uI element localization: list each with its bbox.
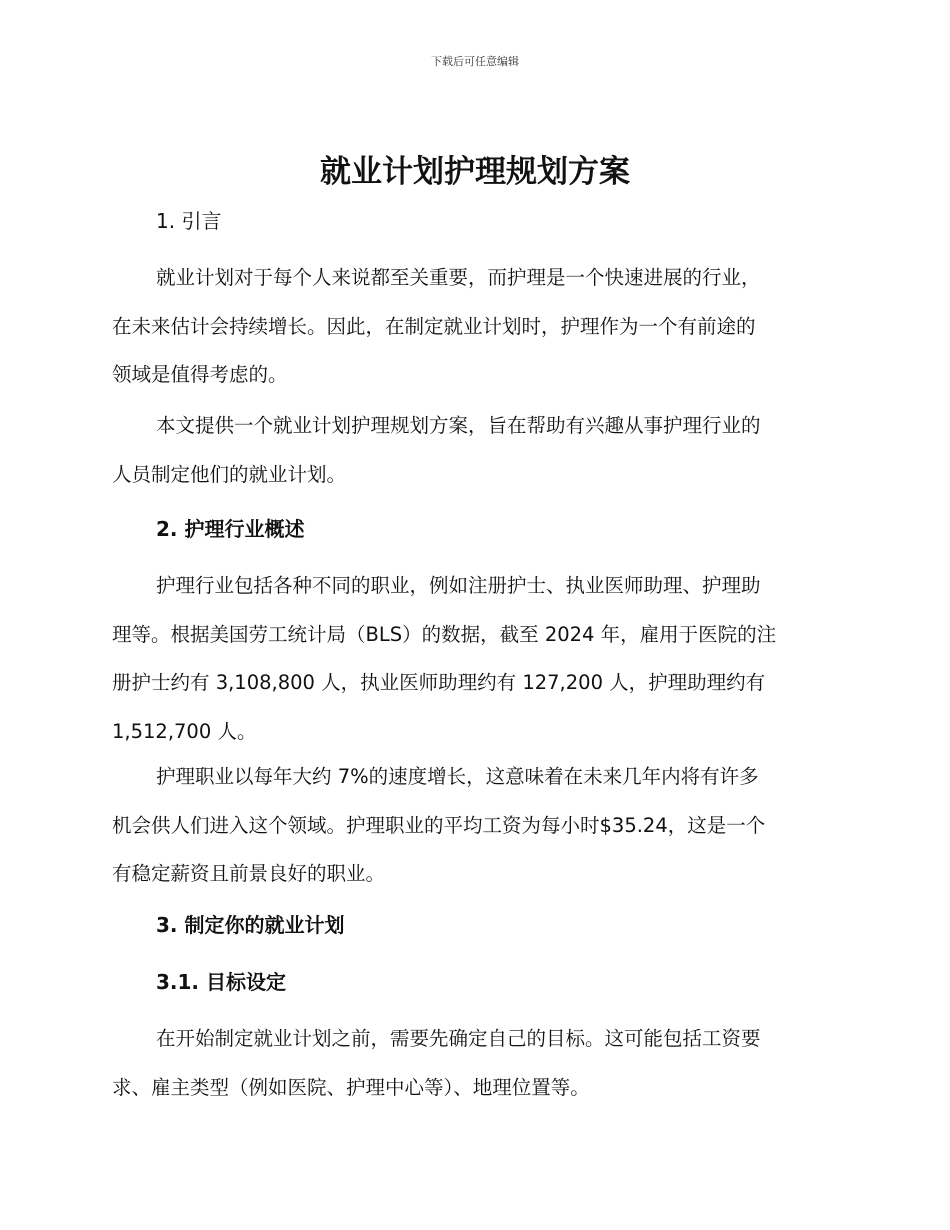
paragraph-line: 1,512,700 人。: [112, 719, 257, 743]
paragraph-line: 机会供人们进入这个领域。护理职业的平均工资为每小时$35.24，这是一个: [112, 813, 766, 837]
paragraph-overview-1: [112, 562, 832, 756]
paragraph-line: 有稳定薪资且前景良好的职业。: [112, 862, 386, 885]
page-header: 下载后可任意编辑: [431, 55, 519, 68]
document-title: 就业计划护理规划方案: [320, 154, 630, 190]
paragraph-line: 护理职业以每年大约 7%的速度增长，这意味着在未来几年内将有许多: [156, 765, 759, 788]
section-heading-plan: 3. 制定你的就业计划: [156, 913, 345, 937]
paragraph-goals-1: [112, 1015, 832, 1112]
paragraph-intro-2: [112, 402, 832, 499]
paragraph-line: 册护士约有 3,108,800 人，执业医师助理约有 127,200 人，护理助理约有: [112, 671, 766, 694]
paragraph-intro-1: [112, 254, 832, 400]
paragraph-line: 护理行业包括各种不同的职业，例如注册护士、执业医师助理、护理助: [156, 574, 761, 597]
paragraph-overview-2: [112, 753, 832, 899]
paragraph-line: 领域是值得考虑的。: [112, 363, 288, 386]
section-heading-overview: 2. 护理行业概述: [156, 517, 305, 541]
paragraph-line: 本文提供一个就业计划护理规划方案，旨在帮助有兴趣从事护理行业的: [156, 414, 761, 437]
paragraph-line: 求、雇主类型（例如医院、护理中心等）、地理位置等。: [112, 1075, 590, 1099]
paragraph-line: 在开始制定就业计划之前，需要先确定自己的目标。这可能包括工资要: [156, 1027, 761, 1050]
paragraph-line: 人员制定他们的就业计划。: [112, 462, 347, 486]
paragraph-line: 理等。根据美国劳工统计局（BLS）的数据，截至 2024 年，雇用于医院的注: [112, 622, 777, 646]
paragraph-line: 在未来估计会持续增长。因此，在制定就业计划时，护理作为一个有前途的: [112, 314, 756, 338]
subsection-heading-goals: 3.1. 目标设定: [156, 970, 286, 994]
paragraph-line: 就业计划对于每个人来说都至关重要，而护理是一个快速进展的行业，: [156, 266, 761, 289]
section-heading-intro: 1. 引言: [156, 209, 222, 233]
